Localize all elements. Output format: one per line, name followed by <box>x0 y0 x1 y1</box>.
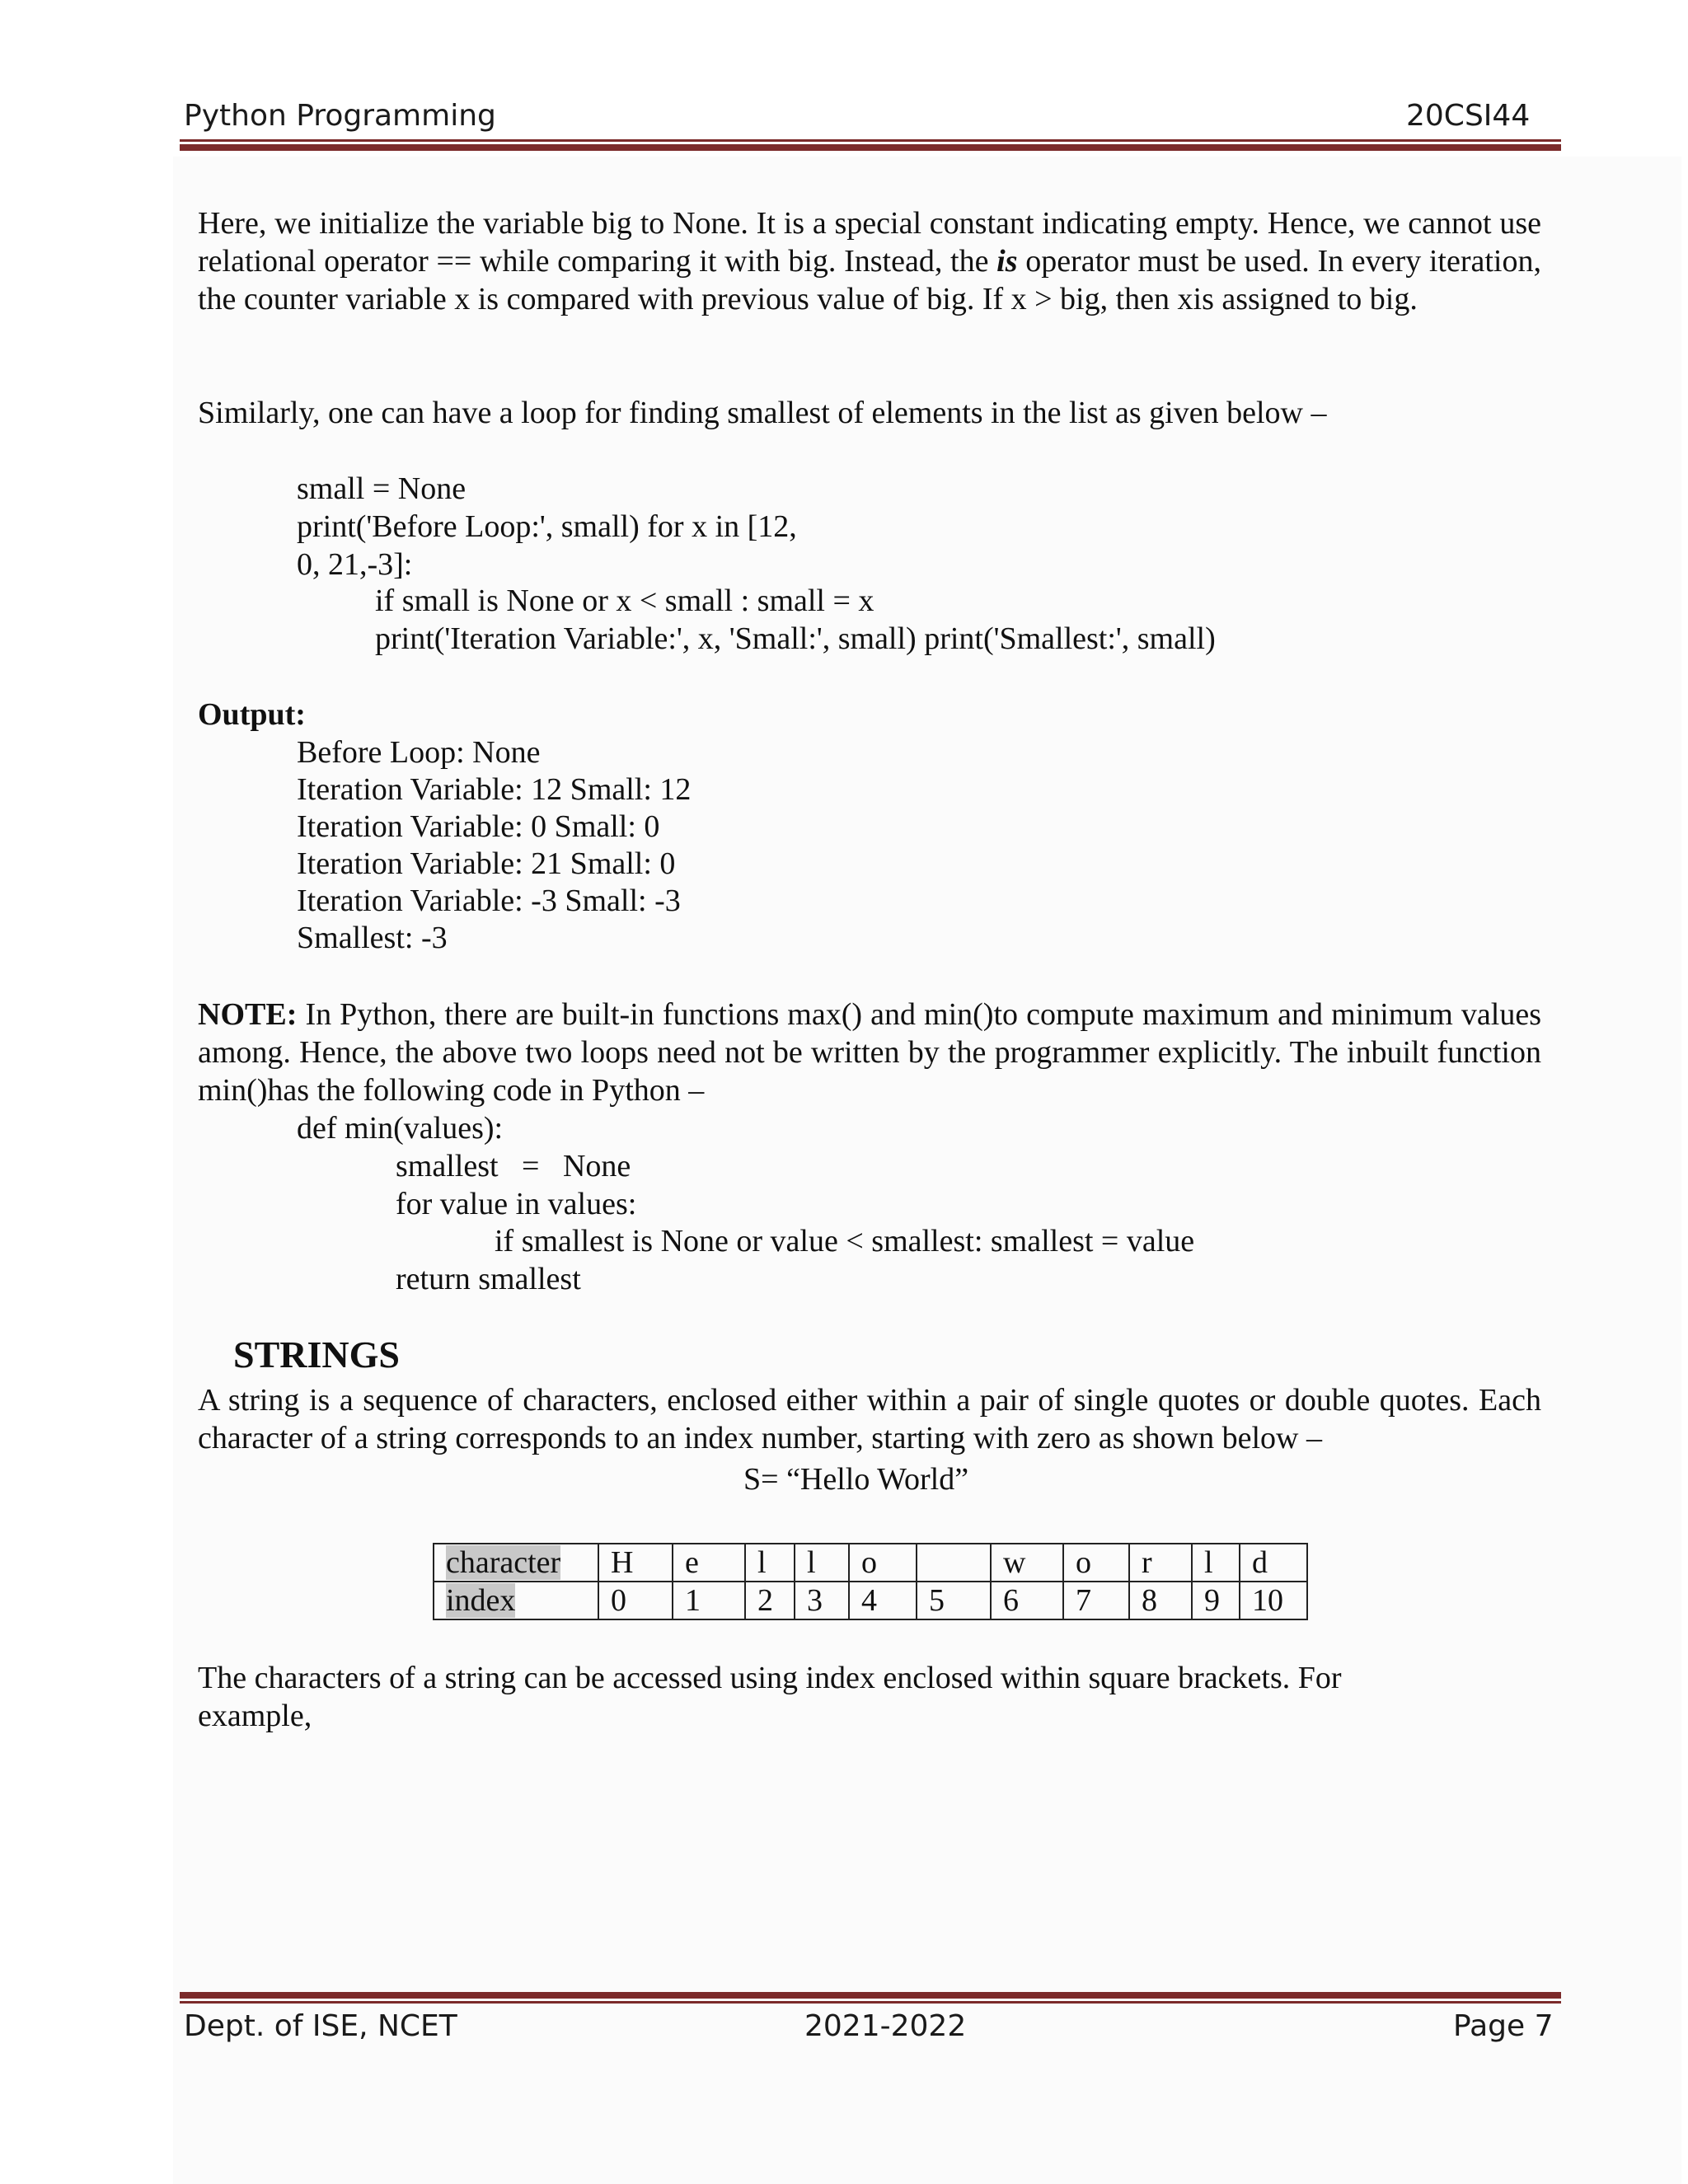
output-label: Output: <box>198 697 306 732</box>
table-cell: l <box>795 1544 849 1582</box>
table-row-label: character <box>434 1544 598 1582</box>
table-cell: e <box>673 1544 745 1582</box>
table-cell: 5 <box>917 1582 991 1619</box>
table-row-characters <box>434 1544 1307 1582</box>
table-cell: l <box>1192 1544 1240 1582</box>
output-line: Iteration Variable: 21 Small: 0 <box>297 846 676 881</box>
table-row-label: index <box>434 1582 598 1619</box>
table-cell: 2 <box>745 1582 795 1619</box>
code-line: if small is None or x < small : small = x <box>375 583 874 618</box>
string-index-table <box>433 1543 1308 1620</box>
table-cell: 10 <box>1240 1582 1307 1619</box>
table-cell: d <box>1240 1544 1307 1582</box>
code-line: smallest = None <box>396 1149 631 1183</box>
code-line: for value in values: <box>396 1187 637 1221</box>
code-line: 0, 21,-3]: <box>297 547 413 582</box>
output-line: Iteration Variable: 0 Small: 0 <box>297 809 660 844</box>
output-line: Smallest: -3 <box>297 921 448 955</box>
note-paragraph <box>198 996 1541 1109</box>
table-cell: 1 <box>673 1582 745 1619</box>
footer-year: 2021-2022 <box>804 2009 967 2043</box>
table-cell: w <box>991 1544 1063 1582</box>
paragraph-smallest-intro: Similarly, one can have a loop for finding smallest of elements in the list as given below – <box>198 396 1327 430</box>
section-heading-strings: STRINGS <box>233 1333 400 1376</box>
table-cell: 6 <box>991 1582 1063 1619</box>
footer-department: Dept. of ISE, NCET <box>184 2009 457 2043</box>
note-text: In Python, there are built-in functions max() and min()to compute maximum and minimum values among. Hence, the above two loops need not be written by the programmer explicitly. The inbuilt function min()has the following code in Python – <box>198 997 1542 1108</box>
footer-rule-thick <box>180 1992 1561 1999</box>
table-row-indices <box>434 1582 1307 1619</box>
table-cell: 3 <box>795 1582 849 1619</box>
output-line: Iteration Variable: -3 Small: -3 <box>297 883 681 918</box>
table-cell: 0 <box>598 1582 673 1619</box>
footer-rule-thin <box>180 2001 1561 2004</box>
table-cell: 4 <box>849 1582 917 1619</box>
table-cell: r <box>1129 1544 1192 1582</box>
output-line: Before Loop: None <box>297 735 541 770</box>
table-cell: o <box>849 1544 917 1582</box>
code-line: print('Iteration Variable:', x, 'Small:', small) print('Smallest:', small) <box>375 621 1216 656</box>
footer-page-number: Page 7 <box>1453 2009 1554 2043</box>
header-rule-thick <box>180 144 1561 151</box>
table-cell <box>917 1544 991 1582</box>
paragraph-text: Here, we initialize the variable big to None. It is a special constant indicating empty. Hence, we cannot use relational operator == while comparing it with big. Instead, the <box>198 206 1541 279</box>
code-line: return smallest <box>396 1262 581 1296</box>
code-line: small = None <box>297 471 467 506</box>
header-title: Python Programming <box>184 99 496 133</box>
paragraph-big-explanation <box>198 204 1541 318</box>
table-cell: 7 <box>1063 1582 1129 1619</box>
code-line: if smallest is None or value < smallest: smallest = value <box>495 1224 1195 1258</box>
final-paragraph: The characters of a string can be accessed using index enclosed within square brackets. For example, <box>198 1661 1342 1733</box>
paragraph-text: operator must be used. In every iteration, the counter variable x is compared with previous value of big. If x > big, then xis assigned to big. <box>198 244 1541 316</box>
header-course-code: 20CSI44 <box>1406 99 1531 133</box>
table-cell: o <box>1063 1544 1129 1582</box>
table-cell: 8 <box>1129 1582 1192 1619</box>
table-cell: H <box>598 1544 673 1582</box>
code-line: def min(values): <box>297 1111 504 1146</box>
note-label: NOTE: <box>198 997 298 1032</box>
is-keyword: is <box>996 244 1018 279</box>
table-cell: l <box>745 1544 795 1582</box>
code-line: print('Before Loop:', small) for x in [12, <box>297 509 797 544</box>
output-line: Iteration Variable: 12 Small: 12 <box>297 772 692 807</box>
table-cell: 9 <box>1192 1582 1240 1619</box>
string-example: S= “Hello World” <box>743 1462 969 1497</box>
header-rule-thin <box>180 139 1561 142</box>
strings-paragraph: A string is a sequence of characters, enclosed either within a pair of single quotes or double quotes. Each character of a string corresponds to an index number, starting with zero as shown below – <box>198 1383 1541 1455</box>
